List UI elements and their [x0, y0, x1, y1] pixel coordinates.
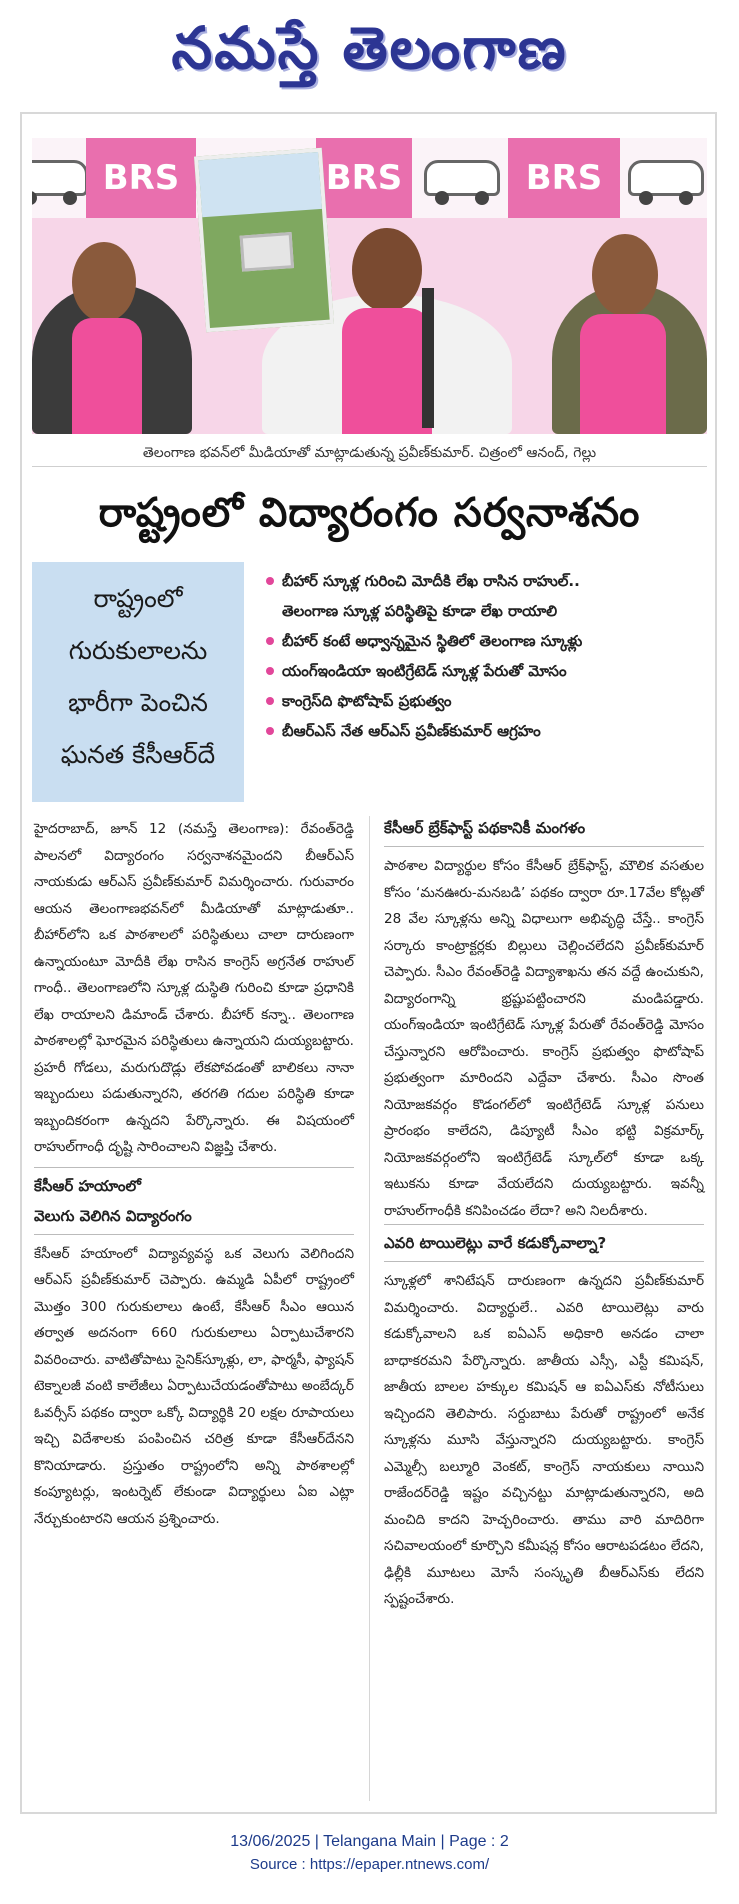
- article-subheading: ఎవరి టాయిలెట్లు వారే కడుక్కోవాల్నా?: [384, 1224, 704, 1262]
- bullet-dot-icon: [266, 727, 274, 735]
- article-photo: [32, 138, 707, 434]
- summary-block: [32, 562, 707, 802]
- article-paragraph: హైదరాబాద్, జూన్ 12 (నమస్తే తెలంగాణ): రేవంత్‌రెడ్డి పాలనలో విద్యారంగం సర్వనాశనమైందని బీఆర్‌ఎస్ నాయకుడు ఆర్‌ఎస్ ప్రవీణ్‌కుమార్ విమర్శించారు. గురువారం ఆయన తెలంగాణభవన్‌లో మీడియాతో మాట్లాడుతూ.. బీహార్‌లోని ఒక పాఠశాలలో పరిస్థితులు చాలా దారుణంగా ఉన్నాయంటూ మోదీకి లేఖ రాసిన కాంగ్రెస్ అగ్రనేత రాహుల్ గాంధీ.. తెలంగాణలోని స్కూళ్ల దుస్థితి గురించి కూడా ప్రధానికి లేఖ రాయాలని డిమాండ్ చేశారు. బీహార్ కన్నా.. తెలంగాణ పాఠశాలల్లో ఘోరమైన పరిస్థితులు ఉన్నాయని దుయ్యబట్టారు. ప్రహరీ గోడలు, మరుగుదొడ్లు లేకపోవడంతో బాలికలు నానా ఇబ్బందులు పడుతున్నారని, తరగతి గదుల పరిస్థితి కూడా ఇబ్బందికరంగా ఉన్నదని పేర్కొన్నారు. ఈ విషయంలో రాహుల్‌గాంధీ దృష్టి సారించాలని విజ్ఞప్తి చేశారు.: [34, 821, 354, 1155]
- bullet-dot-icon: [266, 577, 274, 585]
- article-subheading: కేసీఆర్ బ్రేక్‌ఫాస్ట్ పథకానికీ మంగళం: [384, 816, 704, 847]
- masthead: [0, 0, 739, 96]
- car-icon: [628, 160, 704, 196]
- side-quote-line: రాష్ట్రంలో: [93, 584, 183, 613]
- bullet-item: యంగ్‌ఇండియా ఇంటిగ్రేటెడ్ స్కూళ్ల పేరుతో మోసం: [262, 656, 707, 686]
- source-link[interactable]: Source : https://epaper.ntnews.com/: [249, 1856, 490, 1873]
- bullet-dot-icon: [266, 697, 274, 705]
- bullet-item: కాంగ్రెస్‌ది ఫొటోషాప్ ప్రభుత్వం: [262, 686, 707, 716]
- car-icon: [32, 160, 88, 196]
- photo-caption: తెలంగాణ భవన్‌లో మీడియాతో మాట్లాడుతున్న ప్రవీణ్‌కుమార్. చిత్రంలో ఆనంద్, గెల్లు: [32, 440, 707, 467]
- article-paragraph: కేసీఆర్ హయాంలో విద్యావ్యవస్థ ఒక వెలుగు వెలిగిందని ఆర్‌ఎస్ ప్రవీణ్‌కుమార్ చెప్పారు. ఉమ్మడి ఏపీలో రాష్ట్రంలో మొత్తం 300 గురుకులాలు ఉంటే, కేసీఆర్ సీఎం ఆయిన తర్వాత అదనంగా 660 గురుకులాలు ఏర్పాటుచేశారని వివరించారు. వాటితోపాటు సైనిక్‌స్కూళ్లు, లా, ఫార్మసీ, ఫ్యాషన్ టెక్నాలజీ వంటి కాలేజీలు ఏర్పాటుచేయడంతోపాటు అంబేద్కర్ ఓవర్సీస్ పథకం ద్వారా ఒక్కో విద్యార్థికి 20 లక్షల రూపాయలు ఇచ్చి విదేశాలకు పంపించిన చరిత్ర కూడా కేసీఆర్‌దేనని కొనియాడారు. ప్రస్తుతం రాష్ట్రంలోని అన్ని పాఠశాలల్లో కంప్యూటర్లు, ఇంటర్నెట్ లేకుండా విద్యార్థులు ఏఐ ఎట్లా నేర్చుకుంటారని ఆయన ప్రశ్నించారు.: [34, 1245, 354, 1527]
- person-left-head: [72, 242, 136, 322]
- car-logo-tile: [32, 138, 86, 218]
- article-column-right: [384, 816, 704, 1613]
- brs-backdrop: [32, 138, 707, 218]
- pink-scarf: [342, 308, 432, 434]
- newspaper-title: నమస్తే తెలంగాణ: [171, 14, 568, 82]
- article-paragraph: పాఠశాల విద్యార్థుల కోసం కేసీఆర్ బ్రేక్‌ఫాస్ట్, మౌలిక వసతుల కోసం ‘మనఊరు-మనబడి’ పథకం ద్వారా రూ.17వేల కోట్లతో 28 వేల స్కూళ్లను అన్ని విధాలుగా అభివృద్ధి చేస్తే.. కాంగ్రెస్ సర్కారు కాంట్రాక్టర్లకు బిల్లులు చెల్లించలేదని ప్రవీణ్‌కుమార్ చెప్పారు. సీఎం రేవంత్‌రెడ్డి విద్యాశాఖను తన వద్దే ఉంచుకుని, విద్యారంగాన్ని భ్రష్టుపట్టించారని మండిపడ్డారు. యంగ్‌ఇండియా ఇంటిగ్రేటెడ్ స్కూళ్ల పేరుతో రేవంత్‌రెడ్డి మోసం చేస్తున్నారని ఆరోపించారు. కాంగ్రెస్ ప్రభుత్వం ఫొటోషాప్ ప్రభుత్వంగా మారిందని ఎద్దేవా చేశారు. సీఎం సొంత నియోజకవర్గం కొడంగల్‌లో ఇంటిగ్రేటెడ్ స్కూళ్ల పనులు ప్రారంభం కాలేదని, డిప్యూటీ సీఎం భట్టి విక్రమార్క్ నియోజకవర్గంలోని ఇంటిగ్రేటెడ్ స్కూల్‌లో కూడా ఒక్క ఇటుకను కూడా వేయలేదని దుయ్యబట్టారు. ఇవన్నీ రాహుల్‌గాంధీకి కనిపించడం లేదా? అని నిలదీశారు.: [384, 858, 704, 1219]
- bullet-item: బీఆర్‌ఎస్ నేత ఆర్‌ఎస్ ప్రవీణ్‌కుమార్ ఆగ్రహం: [262, 716, 707, 746]
- page-footer: [0, 1830, 739, 1876]
- article-headline: రాష్ట్రంలో విద్యారంగం సర్వనాశనం: [98, 490, 641, 536]
- brs-logo-text: BRS: [508, 138, 620, 218]
- article-column-left: [34, 816, 354, 1532]
- pink-scarf: [580, 314, 666, 434]
- edition-info: 13/06/2025 | Telangana Main | Page : 2: [230, 1833, 509, 1850]
- side-quote-box: [32, 562, 244, 802]
- held-photo-poster: [194, 148, 334, 333]
- pink-scarf: [72, 318, 142, 434]
- car-logo-tile: [412, 138, 508, 218]
- car-icon: [424, 160, 500, 196]
- column-divider: [369, 816, 370, 1801]
- microphone-icon: [422, 288, 434, 428]
- bullet-item: బీహార్ కంటే అధ్వాన్నమైన స్థితిలో తెలంగాణ స్కూళ్లు: [262, 626, 707, 656]
- bullet-dot-icon: [266, 637, 274, 645]
- article-paragraph: స్కూళ్లలో శానిటేషన్ దారుణంగా ఉన్నదని ప్రవీణ్‌కుమార్ విమర్శించారు. విద్యార్థులే.. ఎవరి టాయిలెట్లు వారు కడుక్కోవాలని ఒక ఐఏఎస్ అధికారి అనడం చాలా బాధాకరమని పేర్కొన్నారు. జాతీయ ఎస్సీ, ఎస్టీ కమిషన్, జాతీయ బాలల హక్కుల కమిషన్ ఆ ఐఏఎస్‌కు నోటీసులు ఇచ్చిందని తెలిపారు. సర్దుబాటు పేరుతో రాష్ట్రంలో అనేక స్కూళ్లను మూసి వేస్తున్నారని దుయ్యబట్టారు. కాంగ్రెస్ ఎమ్మెల్సీ బల్మూరి వెంకట్, కాంగ్రెస్ నాయకులు నాయిని రాజేందర్‌రెడ్డి ఇష్టం వచ్చినట్టు మాట్లాడుతున్నారని, అది మంచిది కాదని హెచ్చరించారు. తాము వారి మాదిరిగా సచివాలయంలో కూర్చొని కమీషన్ల కోసం ఆరాటపడటం లేదని, ఢిల్లీకి మూటలు మోసే సంస్కృతి బీఆర్‌ఎస్‌కు లేదని స్పష్టంచేశారు.: [384, 1273, 704, 1607]
- car-logo-tile: [620, 138, 707, 218]
- article-subheading: వెలుగు వెలిగిన విద్యారంగం: [34, 1204, 354, 1235]
- bullet-item-continuation: తెలంగాణ స్కూళ్ల పరిస్థితిపై కూడా లేఖ రాయాలి: [282, 602, 558, 620]
- side-quote-line: భారీగా పెంచిన: [68, 688, 208, 717]
- side-quote-line: గురుకులాలను: [68, 636, 208, 665]
- person-center-head: [352, 228, 422, 312]
- bullet-item: బీహార్ స్కూళ్ల గురించి మోదీకి లేఖ రాసిన రాహుల్..: [262, 566, 707, 596]
- brs-logo-text: BRS: [316, 138, 412, 218]
- bullet-dot-icon: [266, 667, 274, 675]
- highlight-bullets: [262, 566, 707, 746]
- brs-logo-text: BRS: [86, 138, 196, 218]
- person-right-head: [592, 234, 658, 316]
- article-subheading: కేసీఆర్ హయాంలో: [34, 1167, 354, 1198]
- side-quote-line: ఘనత కేసీఆర్‌దే: [60, 740, 216, 769]
- brs-backdrop-lower: [32, 218, 707, 434]
